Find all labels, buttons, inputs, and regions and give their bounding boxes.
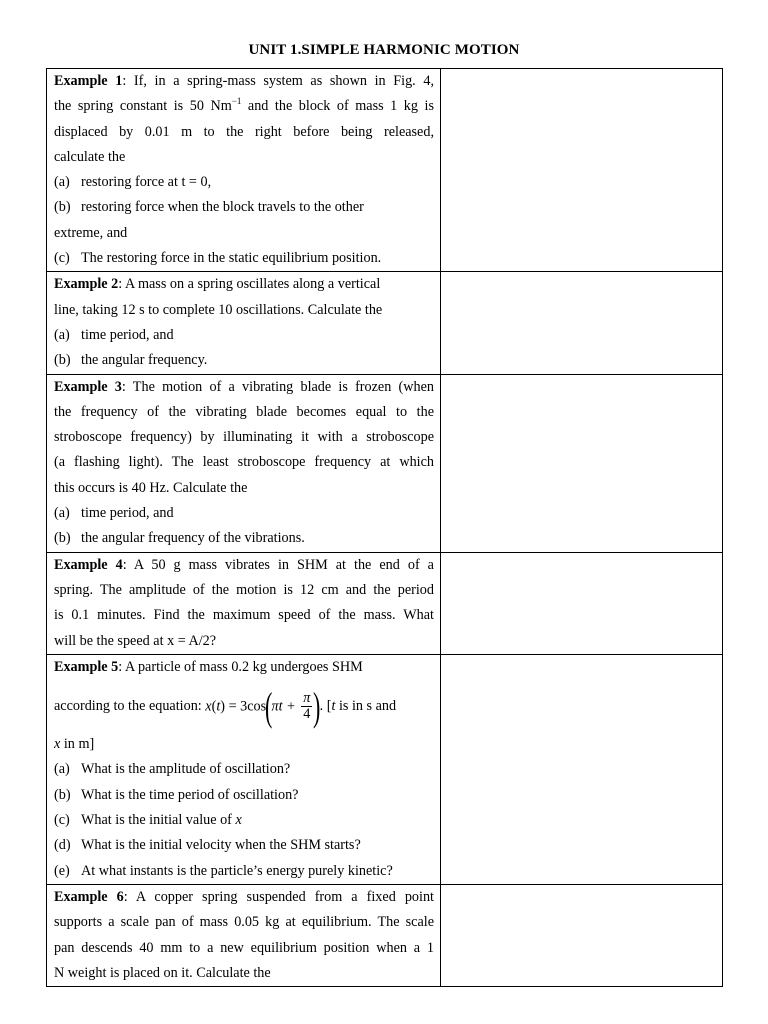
question-cell	[47, 552, 441, 654]
list-item: (d) What is the initial velocity when the SHM starts?	[54, 837, 361, 854]
list-item: (a) What is the amplitude of oscillation?	[54, 761, 291, 778]
question-line: calculate the	[54, 148, 126, 165]
question-line: Example 5: A particle of mass 0.2 kg undergoes SHM	[54, 658, 363, 675]
question-line: is 0.1 minutes. Find the maximum speed of the mass. What	[54, 607, 434, 624]
example-label: Example 4	[54, 556, 123, 573]
question-line: the frequency of the vibrating blade becomes equal to the	[54, 403, 434, 420]
shm-equation: x(t) = 3cos(πt + $\frac{\pi}{4}$ )	[205, 683, 321, 729]
answer-cell	[441, 654, 723, 884]
list-item: (e) At what instants is the particle’s energy purely kinetic?	[54, 862, 393, 879]
question-cell	[47, 654, 441, 884]
table-row	[47, 552, 723, 654]
list-item: (c) The restoring force in the static equilibrium position.	[54, 250, 382, 267]
question-line: Example 3: The motion of a vibrating blade is frozen (when	[54, 378, 434, 395]
table-row	[47, 69, 723, 272]
question-line: stroboscope frequency) by illuminating it with a stroboscope	[54, 429, 434, 446]
examples-table	[46, 68, 723, 987]
list-item: extreme, and	[54, 224, 128, 241]
list-item: (c) What is the initial value of x	[54, 812, 242, 829]
answer-cell	[441, 374, 723, 552]
equation-line: according to the equation: x(t) = 3cos(πt + $\frac{\pi}{4}$ ). [t is in s and	[54, 683, 397, 729]
answer-cell	[441, 552, 723, 654]
question-line: displaced by 0.01 m to the right before being released,	[54, 123, 434, 140]
example-label: Example 1	[54, 73, 123, 89]
table-row	[47, 374, 723, 552]
question-line: supports a scale pan of mass 0.05 kg at equilibrium. The scale	[54, 914, 434, 931]
question-line: Example 6: A copper spring suspended from a fixed point	[54, 888, 434, 905]
question-line: line, taking 12 s to complete 10 oscillations. Calculate the	[54, 301, 383, 318]
unit-exponent: −1	[231, 96, 242, 107]
example-label: Example 6	[54, 888, 124, 905]
example-label: Example 5	[54, 658, 119, 675]
list-item: (b) the angular frequency of the vibrations.	[54, 530, 305, 547]
page-title: UNIT 1.SIMPLE HARMONIC MOTION	[248, 42, 520, 58]
answer-cell	[441, 272, 723, 374]
example-label: Example 3	[54, 378, 122, 395]
pi-over-4-fraction: $\frac{\pi}{4}$	[303, 689, 311, 723]
list-item: (a) restoring force at t = 0,	[54, 174, 212, 191]
question-cell	[47, 884, 441, 986]
question-line: pan descends 40 mm to a new equilibrium position when a 1	[54, 939, 434, 956]
question-line: (a flashing light). The least stroboscope frequency at which	[54, 454, 434, 471]
question-line: Example 1: If, in a spring-mass system as shown in Fig. 4,	[54, 73, 435, 89]
table-row	[47, 654, 723, 884]
list-item: (b) What is the time period of oscillation?	[54, 786, 299, 803]
example-label: Example 2	[54, 276, 119, 293]
list-item: (b) restoring force when the block travels to the other	[54, 199, 364, 216]
question-line: this occurs is 40 Hz. Calculate the	[54, 479, 248, 496]
question-line: the spring constant is 50 $Nm^{-1}$ and the block of mass 1 kg is	[54, 96, 435, 115]
question-cell	[47, 272, 441, 374]
question-line: N weight is placed on it. Calculate the	[54, 964, 271, 981]
list-item: (a) time period, and	[54, 326, 174, 343]
question-cell	[47, 69, 441, 272]
question-cell	[47, 374, 441, 552]
question-line: spring. The amplitude of the motion is 12 cm and the period	[54, 581, 434, 598]
answer-cell	[441, 884, 723, 986]
question-line: Example 4: A 50 g mass vibrates in SHM at the end of a	[54, 556, 434, 573]
table-row	[47, 272, 723, 374]
question-line: x in m]	[54, 736, 95, 753]
answer-cell	[441, 69, 723, 272]
question-line: Example 2: A mass on a spring oscillates along a vertical	[54, 276, 381, 293]
question-line: will be the speed at x = A/2?	[54, 632, 217, 649]
list-item: (a) time period, and	[54, 505, 174, 522]
table-row	[47, 884, 723, 986]
list-item: (b) the angular frequency.	[54, 352, 208, 369]
